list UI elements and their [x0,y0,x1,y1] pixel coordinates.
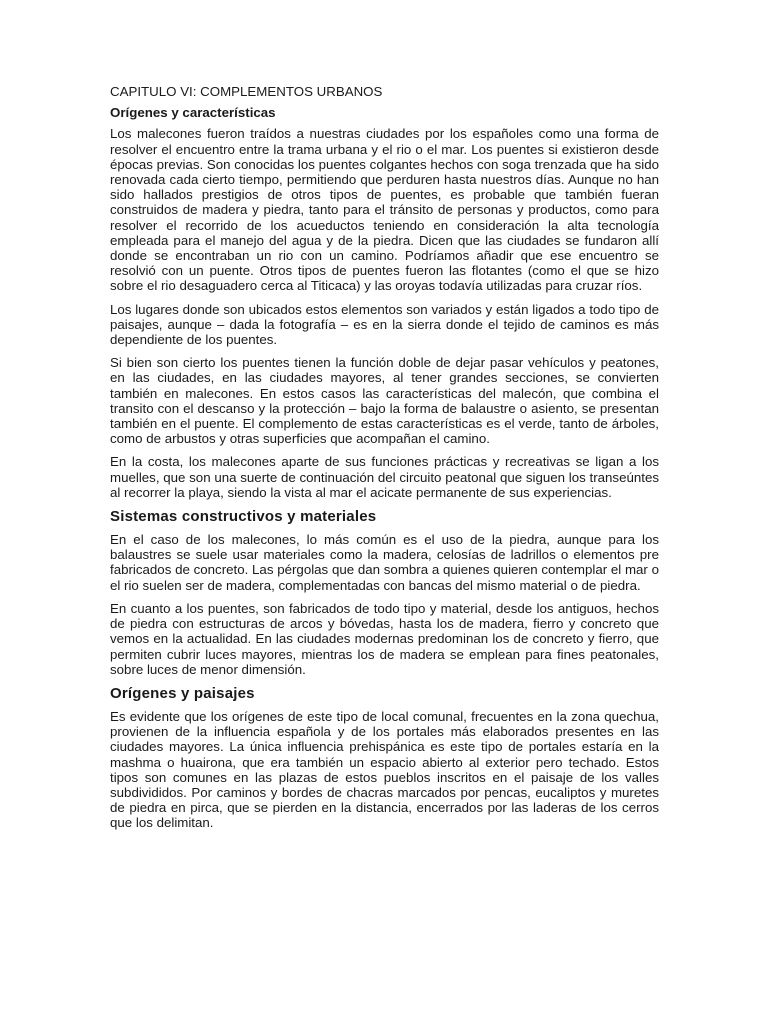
document-page [110,84,659,839]
chapter-title: CAPITULO VI: COMPLEMENTOS URBANOS [110,84,383,99]
paragraph: En cuanto a los puentes, son fabricados de todo tipo y material, desde los antiguos, hechos de piedra con estructuras de arcos y bóvedas, hasta los de madera, fierro y concreto que vemos en la actualidad. En las ciudades modernas predominan los de concreto y fierro, que permiten cubrir luces mayores, mientras los de madera se emplean para fines peatonales, sobre luces de menor dimensión. [110,600,659,677]
section-sistemas-constructivos [110,508,659,677]
section-heading: Orígenes y características [110,105,276,121]
section-heading: Orígenes y paisajes [110,684,255,702]
paragraph: Si bien son cierto los puentes tienen la función doble de dejar pasar vehículos y peatones, en las ciudades, en las ciudades mayores, al tener grandes secciones, se convierten también en malecones. En estos casos las características del malecón, que combina el transito con el descanso y la protección – bajo la forma de balaustre o asiento, se presentan también en el puente. El complemento de estas características es el verde, tanto de árboles, como de arbustos y otras superficies que acompañan el camino. [110,355,659,447]
section-heading: Sistemas constructivos y materiales [110,508,377,526]
section-origenes-caracteristicas [110,105,659,500]
paragraph: Los malecones fueron traídos a nuestras ciudades por los españoles como una forma de resolver el encuentro entre la trama urbana y el rio o el mar. Los puentes si existieron desde épocas previas. Son conocidas los puentes colgantes hechos con soga trenzada que ha sido renovada cada cierto tiempo, permitiendo que perduren hasta nuestros días. Aunque no han sido hallados prestigios de otros tipos de puentes, es probable que también fueran construidos de madera y piedra, tanto para el tránsito de personas y productos, como para resolver el recorrido de los acueductos teniendo en consideración la alta tecnología empleada para el manejo del agua y de la piedra. Dicen que las ciudades se fundaron allí donde se encontraban un rio con un camino. Podríamos añadir que ese encuentro se resolvió con un puente. Otros tipos de puentes fueron las flotantes (como el que se hizo sobre el rio desaguadero cerca al Titicaca) y las oroyas todavía utilizadas para cruzar ríos. [110,126,659,294]
section-origenes-paisajes [110,685,659,831]
paragraph: En el caso de los malecones, lo más común es el uso de la piedra, aunque para los balaustres se suele usar materiales como la madera, celosías de ladrillos o elementos pre fabricados de concreto. Las pérgolas que dan sombra a quienes quieren contemplar el mar o el rio suelen ser de madera, complementadas con bancas del mismo material o de piedra. [110,532,659,593]
paragraph: Los lugares donde son ubicados estos elementos son variados y están ligados a todo tipo de paisajes, aunque – dada la fotografía – es en la sierra donde el tejido de caminos es más dependiente de los puentes. [110,301,659,348]
paragraph: En la costa, los malecones aparte de sus funciones prácticas y recreativas se ligan a los muelles, que son una suerte de continuación del circuito peatonal que siguen los transeúntes al recorrer la playa, siendo la vista al mar el acicate permanente de sus experiencias. [110,454,659,500]
paragraph: Es evidente que los orígenes de este tipo de local comunal, frecuentes en la zona quechua, provienen de la influencia española y de los portales más elaborados presentes en las ciudades mayores. La única influencia prehispánica es este tipo de portales estaría en la mashma o huairona, que era también un espacio abierto al exterior pero techado. Estos tipos son comunes en las plazas de estos pueblos inscritos en el paisaje de los valles subdivididos. Por caminos y bordes de chacras marcados por pencas, eucaliptos y muretes de piedra en pirca, que se pierden en la distancia, encerrados por las laderas de los cerros que los delimitan. [110,708,659,831]
